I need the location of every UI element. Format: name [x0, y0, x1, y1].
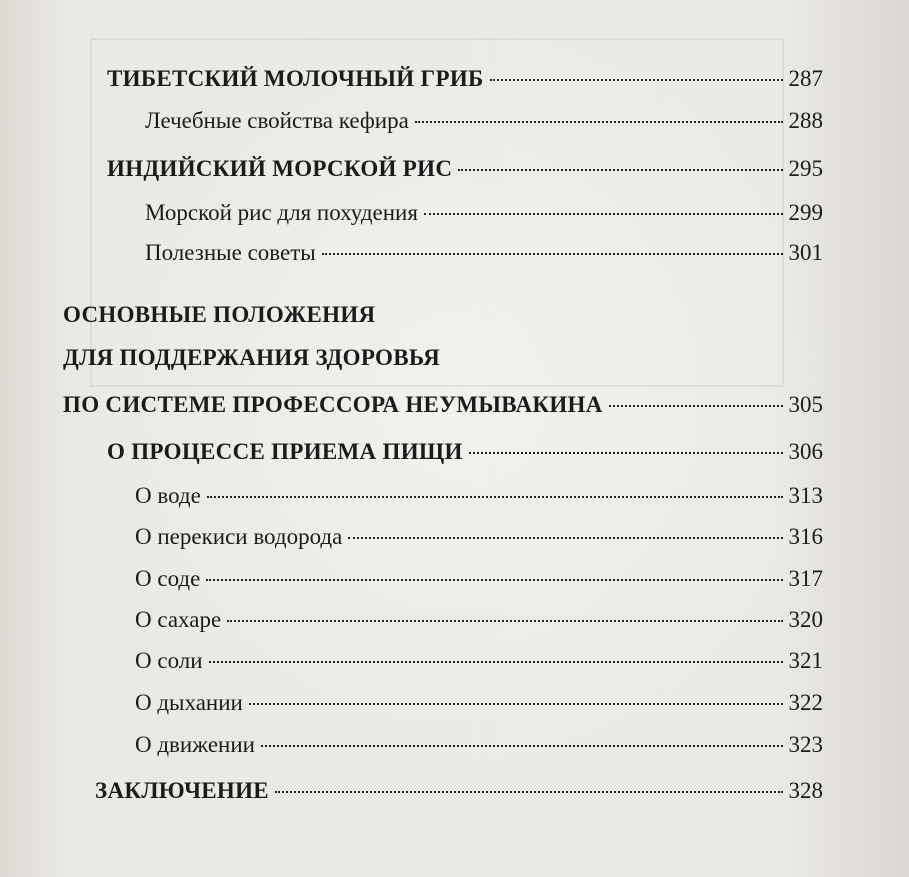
toc-entry-page: 306: [788, 439, 823, 464]
toc-entry-page: 316: [788, 524, 823, 549]
leader-dots: [209, 661, 783, 663]
toc-entry-page: 299: [788, 200, 823, 225]
toc-entry-sugar: [135, 606, 823, 634]
toc-entry-hydrogen-peroxide: [135, 523, 823, 551]
toc-entry-page: 328: [788, 778, 823, 803]
leader-dots: [227, 620, 782, 622]
toc-entry-title: ПО СИСТЕМЕ ПРОФЕССОРА НЕУМЫВАКИНА: [63, 392, 603, 417]
toc-entry-page: 301: [788, 240, 823, 265]
toc-entry-title: О соли: [135, 648, 203, 673]
leader-dots: [206, 579, 782, 581]
leader-dots: [249, 703, 783, 705]
toc-entry-page: 317: [788, 566, 823, 591]
toc-entry-title: Лечебные свойства кефира: [145, 108, 409, 133]
toc-entry-title: ЗАКЛЮЧЕНИЕ: [95, 778, 269, 803]
toc-entry-salt: [135, 647, 823, 675]
toc-entry-page: 295: [788, 156, 823, 181]
toc-entry-food-intake: [107, 438, 823, 466]
toc-entry-title: О воде: [135, 483, 201, 508]
toc-entry-useful-tips: [145, 239, 823, 267]
toc-heading-line-2: ДЛЯ ПОДДЕРЖАНИЯ ЗДОРОВЬЯ: [63, 345, 441, 370]
toc-heading-line-1: ОСНОВНЫЕ ПОЛОЖЕНИЯ: [63, 302, 376, 327]
toc-entry-page: 313: [788, 483, 823, 508]
toc-entry-page: 288: [788, 108, 823, 133]
leader-dots: [424, 213, 783, 215]
toc-entry-title: ТИБЕТСКИЙ МОЛОЧНЫЙ ГРИБ: [107, 66, 484, 91]
toc-entry-page: 322: [788, 690, 823, 715]
leader-dots: [469, 452, 783, 454]
toc-entry-title: О дыхании: [135, 690, 243, 715]
toc-entry-soda: [135, 565, 823, 593]
toc-entry-title: О сахаре: [135, 607, 222, 632]
leader-dots: [490, 79, 783, 81]
leader-dots: [322, 253, 783, 255]
leader-dots: [261, 745, 783, 747]
leader-dots: [609, 405, 783, 407]
toc-entry-neumyvakin-system: [63, 391, 823, 419]
toc-entry-title: О соде: [135, 566, 201, 591]
toc-entry-kefir-healing: [145, 107, 823, 135]
leader-dots: [415, 121, 783, 123]
toc-entry-title: Морской рис для похудения: [145, 200, 418, 225]
toc-entry-page: 321: [788, 648, 823, 673]
toc-entry-title: О ПРОЦЕССЕ ПРИЕМА ПИЩИ: [107, 439, 463, 464]
toc-entry-movement: [135, 731, 823, 759]
toc-entry-title: Полезные советы: [145, 240, 316, 265]
toc-entry-indian-sea-rice: [107, 155, 823, 183]
toc-entry-conclusion: [95, 777, 823, 805]
toc-entry-breathing: [135, 689, 823, 717]
leader-dots: [207, 496, 783, 498]
toc-entry-title: ИНДИЙСКИЙ МОРСКОЙ РИС: [107, 156, 453, 181]
toc-entry-tibetan-milk-mushroom: [107, 65, 823, 93]
toc-entry-page: 323: [788, 732, 823, 757]
toc-entry-title: О движении: [135, 732, 255, 757]
toc-entry-water: [135, 482, 823, 510]
leader-dots: [348, 537, 782, 539]
toc-entry-page: 320: [788, 607, 823, 632]
toc-entry-title: О перекиси водорода: [135, 524, 343, 549]
toc-entry-page: 305: [788, 392, 823, 417]
toc-entry-sea-rice-weight-loss: [145, 199, 823, 227]
toc-entry-page: 287: [788, 66, 823, 91]
leader-dots: [458, 169, 782, 171]
leader-dots: [275, 791, 783, 793]
